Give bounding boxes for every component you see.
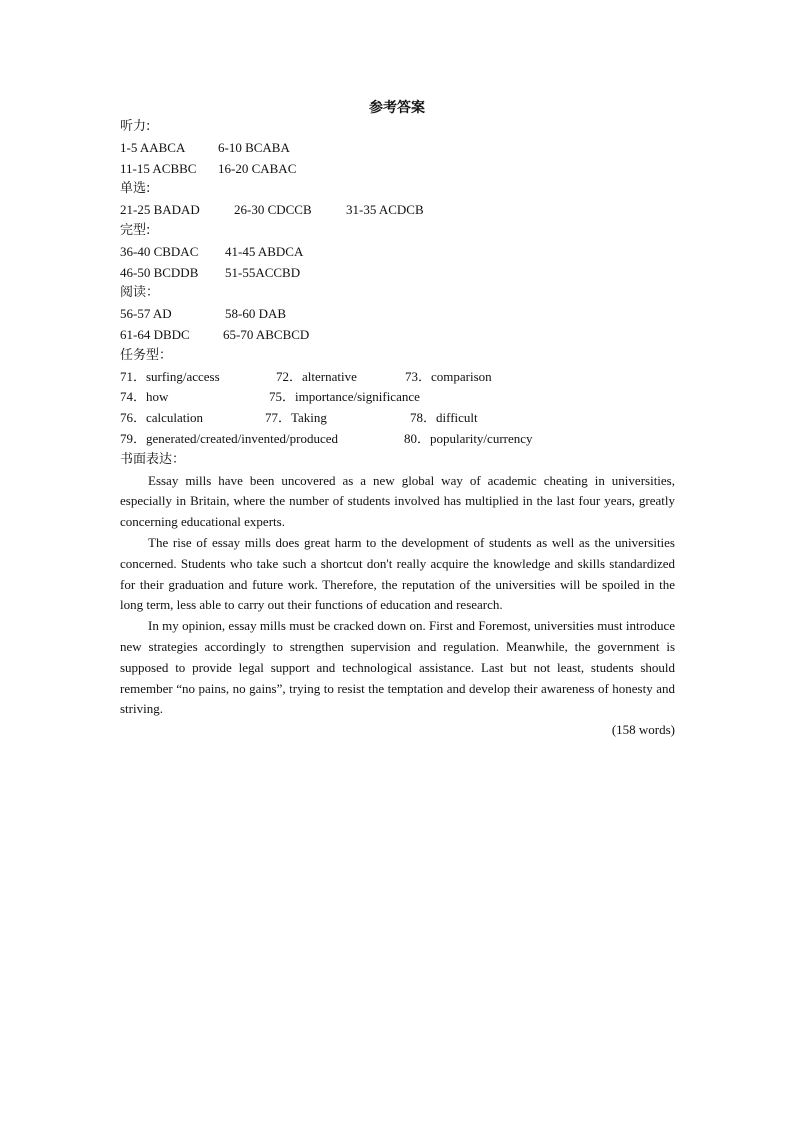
answer-item: 79．generated/created/invented/produced xyxy=(120,430,339,446)
section-heading-task: 任务型： xyxy=(120,347,173,363)
answer-group: 46-50 BCDDB xyxy=(120,264,199,280)
answer-item: 77．Taking xyxy=(265,410,327,426)
section-heading-reading: 阅读： xyxy=(120,285,160,301)
answer-row xyxy=(120,387,675,408)
answer-row xyxy=(120,138,675,159)
answer-group: 31-35 ACDCB xyxy=(346,202,424,218)
answer-row xyxy=(120,429,675,450)
section-heading-writing: 书面表达： xyxy=(120,451,186,467)
answer-group: 1-5 AABCA xyxy=(120,139,186,155)
essay-paragraph: Essay mills have been uncovered as a new global way of academic cheating in universities, especially in Britain, where the number of students involved has multiplied in the last four years, greatly concerning educational experts. xyxy=(120,472,675,530)
answer-group: 51-55ACCBD xyxy=(225,264,301,280)
answer-item: 80．popularity/currency xyxy=(404,430,533,446)
section-heading-single-choice: 单选: xyxy=(120,181,151,197)
answer-row xyxy=(120,159,675,180)
section-heading-cloze: 完型: xyxy=(120,222,151,238)
answer-group: 26-30 CDCCB xyxy=(234,202,312,218)
answer-item: 72．alternative xyxy=(276,368,357,384)
answer-row xyxy=(120,200,675,221)
answer-item: 75．importance/significance xyxy=(269,389,420,405)
word-count: (158 words) xyxy=(611,722,675,738)
answer-row xyxy=(120,263,675,284)
answer-item: 76．calculation xyxy=(120,410,204,426)
essay-paragraph: In my opinion, essay mills must be cracked down on. First and Foremost, universities must introduce new strategies accordingly to strengthen supervision and regulation. Meanwhile, the government is supposed to provide legal support and technological assistance. Last but not least, students should remember “no pains, no gains”, trying to resist the temptation and develop their awareness of honesty and striving. xyxy=(120,618,675,717)
answer-item: 71．surfing/access xyxy=(120,368,220,384)
answer-row xyxy=(120,242,675,263)
answer-row xyxy=(120,325,675,346)
answer-group: 56-57 AD xyxy=(120,306,172,322)
answer-group: 58-60 DAB xyxy=(225,306,287,322)
answer-group: 11-15 ACBBC xyxy=(120,160,197,176)
answer-group: 36-40 CBDAC xyxy=(120,243,199,259)
answer-item: 73．comparison xyxy=(405,368,492,384)
answer-group: 61-64 DBDC xyxy=(120,326,190,342)
answer-group: 6-10 BCABA xyxy=(218,139,290,155)
answer-group: 16-20 CABAC xyxy=(218,160,297,176)
answer-group: 41-45 ABDCA xyxy=(225,243,304,259)
answer-row xyxy=(120,367,675,388)
answer-group: 21-25 BADAD xyxy=(120,202,200,218)
answer-group: 65-70 ABCBCD xyxy=(223,326,310,342)
section-heading-listening: 听力: xyxy=(120,119,151,134)
answer-item: 78．difficult xyxy=(410,410,478,426)
answer-item: 74．how xyxy=(120,389,169,405)
answer-row xyxy=(120,304,675,325)
answer-row xyxy=(120,408,675,429)
page-title: 参考答案 xyxy=(369,100,425,116)
answer-content xyxy=(120,117,675,741)
essay-paragraph: The rise of essay mills does great harm to the development of students as well as the universities concerned. Students who take such a shortcut don't really acquire the knowledge and skills standardized for their graduation and future work. Therefore, the reputation of the universities will be spoiled in the long term, less able to carry out their functions of education and research. xyxy=(120,534,675,613)
